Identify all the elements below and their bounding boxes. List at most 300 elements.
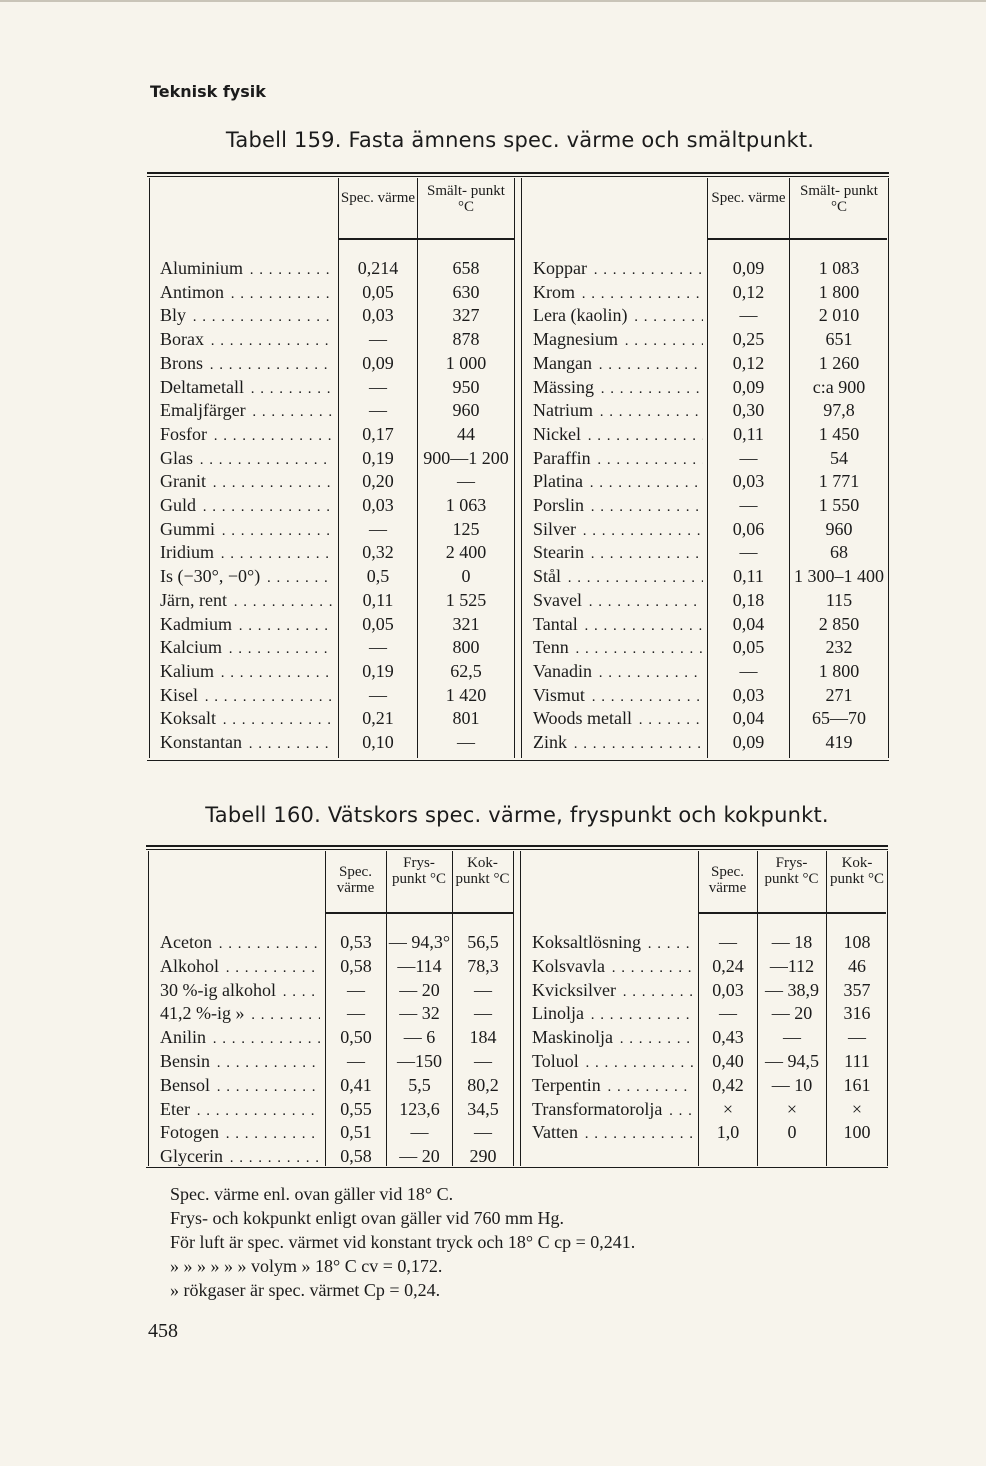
row-label [160,328,332,353]
row-label [160,376,332,401]
row-label-text: Silver [533,518,576,539]
row-label [160,731,332,756]
row-label [160,565,332,590]
row-label [160,955,320,980]
row-label [533,613,703,638]
spec-heat-value: 0,11 [733,566,764,587]
row-label [160,707,332,732]
melting-point-value: 1 000 [445,352,487,373]
spec-heat-value: 0,40 [712,1051,744,1071]
row-label [533,399,703,424]
spec-heat-value: 0,19 [362,447,394,468]
row-label-text: Toluol [532,1051,579,1071]
row-label-text: Zink [533,732,567,752]
melting-point-value: 97,8 [823,400,855,421]
row-label [160,589,332,614]
melting-point-value: 232 [825,637,853,658]
column-rule [149,178,150,758]
row-label-text: Kolsvavla [532,955,605,976]
row-label-text: Anilin [160,1027,207,1048]
row-label-text: Krom [533,281,575,302]
row-label-text: Mangan [533,352,592,373]
spec-heat-value: 0,11 [733,423,764,444]
row-label-text: Paraffin [533,447,591,468]
row-label [160,1050,320,1075]
row-label-text: Kadmium [160,613,232,634]
header-rule [698,912,886,914]
freezing-point-header: Frys- punkt °C [392,855,446,887]
column-rule [513,851,514,1166]
spec-heat-value: — [719,932,737,952]
row-label-text: Kalium [160,660,214,681]
freezing-point-value: — 10 [771,1074,813,1095]
spec-heat-value: 0,24 [712,955,744,976]
row-label-text: Konstantan [160,732,242,752]
boiling-point-value: 357 [843,979,871,1000]
row-label [533,660,703,685]
row-label [532,1074,694,1099]
spec-heat-value: 0,19 [362,660,394,681]
row-label-text: Lera (kaolin) [533,305,628,326]
table-bottom-rule [147,760,889,761]
spec-heat-header: Spec. värme [336,864,375,896]
row-label [160,281,332,306]
spec-heat-value: — [369,400,387,421]
boiling-point-value: — [474,1003,492,1024]
freezing-point-value: —114 [397,955,442,976]
spec-heat-value: 0,20 [362,471,394,492]
column-rule [888,178,889,758]
boiling-point-value: 111 [844,1051,870,1071]
melting-point-value: 900—1 200 [423,447,509,468]
row-label-text: Alkohol [160,955,220,976]
row-label [533,494,703,519]
spec-heat-value: 0,43 [712,1027,744,1048]
column-rule [148,851,149,1166]
spec-heat-value: 0,10 [362,732,394,752]
table-top-rule [147,172,889,174]
row-label-text: Guld [160,495,196,515]
row-label-text: Terpentin [532,1074,601,1095]
spec-heat-value: 0,50 [340,1027,372,1048]
row-label-text: Tantal [533,613,578,634]
spec-heat-value: — [347,1003,365,1024]
spec-heat-value: — [369,684,387,705]
row-label-text: Borax [160,329,204,350]
row-label-text: Fosfor [160,423,208,444]
spec-heat-value: 0,09 [732,258,765,278]
melting-point-value: 419 [825,732,853,752]
spec-heat-value: 0,18 [732,589,765,610]
boiling-point-value: × [851,1098,863,1119]
row-label [160,684,332,709]
row-label-text: Vismut [533,684,585,705]
boiling-point-value: 46 [848,955,866,976]
row-label [160,931,320,956]
melting-point-value: c:a 900 [812,376,866,397]
column-rule [338,178,339,758]
column-rule [707,178,708,758]
melting-point-value: 1 083 [818,258,860,278]
row-label-text: Järn, rent [160,589,227,610]
spec-heat-value: 0,25 [732,329,765,350]
boiling-point-value: — [474,1051,492,1071]
spec-heat-value: 0,05 [362,613,394,634]
freezing-point-value: — 6 [403,1027,436,1048]
melting-point-value: 68 [830,542,848,563]
spec-heat-value: 0,03 [362,305,394,326]
row-label-text: Aluminium [160,258,244,278]
melting-point-value: 1 420 [445,684,487,705]
melting-point-value: 1 260 [818,352,860,373]
row-label [160,470,332,495]
melting-point-value: 960 [825,518,853,539]
row-label-text: Eter [160,1098,190,1119]
spec-heat-value: 0,11 [362,589,394,610]
row-label [160,979,320,1004]
spec-heat-value: 1,0 [716,1122,740,1143]
row-label-text: Magnesium [533,329,618,350]
spec-heat-value: — [719,1003,737,1024]
row-label [160,613,332,638]
row-label [160,636,332,661]
note-freeze-boil: Frys- och kokpunkt enligt ovan gäller vid 760 mm Hg. [170,1208,564,1228]
melting-point-value: 878 [452,329,480,350]
row-label [533,589,703,614]
column-rule [887,851,888,1166]
column-rule [514,178,515,758]
spec-heat-value: 0,09 [362,352,394,373]
row-label-text: Deltametall [160,376,244,397]
spec-heat-value: 0,03 [362,495,394,515]
row-label [160,494,332,519]
row-label-text: Koksalt [160,708,216,729]
row-label-text: Bensin [160,1051,211,1071]
spec-heat-value: 0,03 [712,979,744,1000]
row-label-text: Kisel [160,684,198,705]
boiling-point-value: 34,5 [467,1098,499,1119]
spec-heat-value: — [739,495,758,515]
freezing-point-value: 5,5 [408,1074,431,1095]
row-label [160,1121,320,1146]
row-label [533,257,703,282]
row-label [160,660,332,685]
spec-heat-value: 0,12 [732,281,765,302]
melting-point-value: 1 300–1 400 [794,566,884,587]
row-label-text: Tenn [533,637,569,658]
spec-heat-value: — [739,542,758,563]
spec-heat-header: Spec. värme [708,864,747,896]
boiling-point-value: — [474,1122,492,1143]
row-label [533,447,703,472]
row-label [160,1026,320,1051]
melting-point-value: 960 [452,400,480,421]
melting-point-value: 2 400 [445,542,487,563]
row-label [532,979,694,1004]
spec-heat-value: — [369,376,387,397]
row-label [160,257,332,282]
spec-heat-value: — [347,979,365,1000]
freezing-point-value: — [410,1122,429,1143]
freezing-point-value: —112 [769,955,815,976]
spec-heat-value: — [347,1051,365,1071]
row-label [533,731,703,756]
page-top-rule [0,0,986,2]
spec-heat-header: Spec. värme [340,190,416,206]
melting-point-value: — [457,471,475,492]
note-air-pressure: För luft är spec. värmet vid konstant tryck och 18° C cp = 0,241. [170,1232,636,1252]
freezing-point-header: Frys- punkt °C [764,855,819,887]
boiling-point-header: Kok- punkt °C [830,855,884,887]
header-rule [325,912,513,914]
spec-heat-value: 0,03 [732,684,765,705]
row-label-text: Gummi [160,518,216,539]
row-label [160,352,332,377]
melting-point-header: Smält- punkt °C [800,183,878,215]
row-label-text: Natrium [533,400,593,421]
spec-heat-value: 0,58 [340,1146,372,1167]
melting-point-value: — [457,732,475,752]
spec-heat-value: 0,05 [362,281,394,302]
spec-heat-value: 0,17 [362,423,394,444]
boiling-point-value: 184 [469,1027,497,1048]
row-label-text: Stearin [533,542,584,563]
boiling-point-value: 100 [843,1122,871,1143]
spec-heat-value: 0,05 [732,637,765,658]
row-label [533,541,703,566]
freezing-point-value: — 20 [399,979,440,1000]
melting-point-value: 65—70 [812,708,866,729]
row-label-text: Glas [160,447,193,468]
row-label [533,684,703,709]
section-header: Teknisk fysik [150,82,266,101]
row-label-text: Stål [533,566,562,587]
boiling-point-value: 316 [843,1003,871,1024]
spec-heat-value: 0,58 [340,955,372,976]
melting-point-value: 658 [452,258,480,278]
melting-point-value: 800 [452,637,480,658]
row-label-text: Linolja [532,1003,584,1024]
column-rule [521,178,522,758]
row-label [533,470,703,495]
melting-point-value: 651 [825,329,853,350]
melting-point-value: 125 [452,518,480,539]
spec-heat-value: 0,21 [362,708,394,729]
boiling-point-header: Kok- punkt °C [455,855,510,887]
row-label [533,423,703,448]
row-label-text: Nickel [533,423,581,444]
freezing-point-value: 123,6 [399,1098,440,1119]
spec-heat-value: 0,41 [340,1074,372,1095]
footnotes [170,1182,635,1302]
spec-heat-value: — [369,329,387,350]
row-label-text: Maskinolja [532,1027,613,1048]
spec-heat-value: 0,04 [732,708,765,729]
row-label [533,328,703,353]
row-label-text: Kalcium [160,637,222,658]
spec-heat-value: 0,214 [357,258,399,278]
row-label [160,1002,320,1027]
melting-point-value: 54 [830,447,848,468]
freezing-point-value: — 20 [771,1003,813,1024]
row-label [160,399,332,424]
boiling-point-value: — [474,979,492,1000]
row-label [160,304,332,329]
row-label [160,1074,320,1099]
spec-heat-value: 0,12 [732,352,765,373]
row-label [532,1121,694,1146]
row-label [532,955,694,980]
boiling-point-value: 56,5 [467,932,499,952]
spec-heat-value: × [722,1098,734,1119]
spec-heat-value: 0,42 [712,1074,744,1095]
boiling-point-value: 290 [469,1146,497,1167]
melting-point-value: 44 [457,423,475,444]
freezing-point-value: — 32 [399,1003,440,1024]
melting-point-value: 630 [452,281,480,302]
spec-heat-value: 0,55 [340,1098,372,1119]
row-label-text: Vanadin [533,660,592,681]
row-label-text: Glycerin [160,1146,223,1167]
melting-point-value: 950 [452,376,480,397]
melting-point-value: 2 850 [818,613,860,634]
row-label-text: Vatten [532,1122,578,1143]
row-label-text: Koppar [533,258,587,278]
melting-point-value: 115 [825,589,853,610]
row-label [160,1145,320,1170]
boiling-point-value: 80,2 [467,1074,499,1095]
melting-point-value: 1 800 [818,281,860,302]
row-label-text: Woods metall [533,708,633,729]
row-label [533,304,703,329]
row-label-text: Is (−30°, −0°) [160,566,261,587]
freezing-point-value: — 94,5 [765,1051,819,1071]
row-label [532,931,694,956]
spec-heat-value: — [369,637,387,658]
row-label [532,1002,694,1027]
freezing-point-value: —150 [397,1051,442,1071]
column-rule [520,851,521,1166]
row-label-text: Fotogen [160,1122,220,1143]
row-label-text: 41,2 %-ig » [160,1003,245,1024]
note-spec-heat: Spec. värme enl. ovan gäller vid 18° C. [170,1184,454,1204]
row-label [160,541,332,566]
spec-heat-value: 0,30 [732,400,765,421]
table-160-title: Tabell 160. Vätskors spec. värme, fryspunkt och kokpunkt. [205,803,829,827]
row-label [533,707,703,732]
header-rule [707,238,887,240]
spec-heat-value: — [739,305,758,326]
melting-point-value: 62,5 [450,660,482,681]
row-label [532,1026,694,1051]
row-label [533,352,703,377]
melting-point-value: 2 010 [818,305,860,326]
table-top-rule [147,176,889,177]
header-rule [338,238,514,240]
row-label-text: Platina [533,471,583,492]
row-label-text: Mässing [533,376,595,397]
boiling-point-value: — [848,1027,866,1048]
row-label-text: Bensol [160,1074,211,1095]
row-label [160,447,332,472]
freezing-point-value: — 20 [399,1146,440,1167]
freezing-point-value: — 94,3° [388,932,451,952]
spec-heat-value: 0,06 [732,518,765,539]
freezing-point-value: — 38,9 [765,979,819,1000]
melting-point-value: 1 771 [818,471,860,492]
row-label [533,565,703,590]
spec-heat-value: — [739,447,758,468]
row-label-text: Porslin [533,495,585,515]
melting-point-value: 0 [461,566,471,587]
row-label [533,281,703,306]
freezing-point-value: × [786,1098,798,1119]
melting-point-value: 1 800 [818,660,860,681]
row-label-text: Iridium [160,542,214,563]
row-label-text: Antimon [160,281,225,302]
boiling-point-value: 161 [843,1074,871,1095]
page-number: 458 [148,1320,178,1342]
melting-point-value: 1 450 [818,423,860,444]
row-label [533,376,703,401]
melting-point-header: Smält- punkt °C [427,183,505,215]
row-label [532,1050,694,1075]
row-label-text: Emaljfärger [160,400,246,421]
melting-point-value: 321 [452,613,480,634]
row-label-text: Brons [160,352,204,373]
row-label-text: Kvicksilver [532,979,616,1000]
spec-heat-value: 0,09 [732,732,765,752]
row-label [160,1098,320,1123]
spec-heat-value: — [369,518,387,539]
spec-heat-value: 0,09 [732,376,765,397]
freezing-point-value: — 18 [771,932,813,952]
boiling-point-value: 108 [843,932,871,952]
row-label-text: Aceton [160,932,212,952]
row-label-text: Bly [160,305,187,326]
row-label-text: Granit [160,471,206,492]
row-label [532,1098,694,1123]
table-159-title: Tabell 159. Fasta ämnens spec. värme och smältpunkt. [225,128,815,152]
melting-point-value: 271 [825,684,853,705]
row-label [533,636,703,661]
freezing-point-value: 0 [787,1122,797,1143]
spec-heat-value: 0,04 [732,613,765,634]
spec-heat-value: 0,32 [362,542,394,563]
row-label [160,518,332,543]
row-label [533,518,703,543]
boiling-point-value: 78,3 [467,955,499,976]
spec-heat-value: 0,53 [340,932,372,952]
row-label-text: 30 %-ig alkohol [160,979,276,1000]
note-air-volume: » » » » » » volym » 18° C cv = 0,172. [170,1256,443,1276]
melting-point-value: 327 [452,305,480,326]
melting-point-value: 1 063 [445,495,487,515]
table-top-rule [146,845,888,847]
table-top-rule [146,849,888,850]
row-label-text: Svavel [533,589,582,610]
row-label [160,423,332,448]
row-label-text: Koksaltlösning [532,932,642,952]
spec-heat-value: 0,51 [340,1122,372,1143]
melting-point-value: 1 550 [818,495,860,515]
spec-heat-header: Spec. värme [711,190,786,206]
spec-heat-value: 0,03 [732,471,765,492]
row-label-text: Transformatorolja [532,1098,663,1119]
melting-point-value: 801 [452,708,480,729]
note-flue-gases: » rökgaser är spec. värmet Cp = 0,24. [170,1280,441,1300]
spec-heat-value: — [739,660,758,681]
